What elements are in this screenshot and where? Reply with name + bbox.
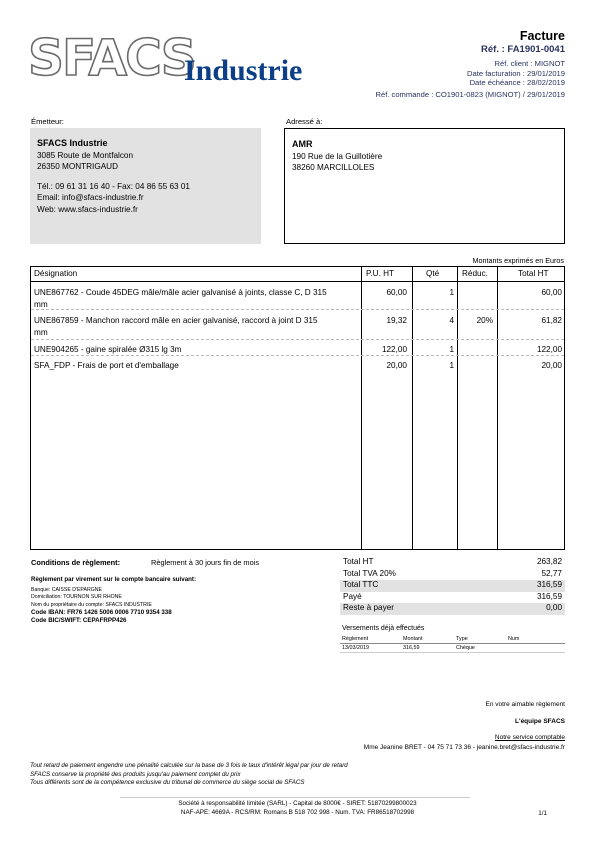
- total-value: 316,59: [536, 591, 562, 601]
- row-designation-cont: mm: [34, 299, 48, 309]
- row-qte: 1: [449, 345, 454, 354]
- logo-tagline: Industrie: [184, 54, 303, 87]
- header-total: Total HT: [518, 269, 549, 278]
- row-qte: 4: [449, 316, 454, 325]
- total-value: 52,77: [541, 568, 562, 578]
- payments-header: Type: [456, 636, 468, 642]
- row-reduc: 20%: [476, 316, 493, 325]
- row-pu: 20,00: [386, 361, 407, 370]
- destinataire-address1: 190 Rue de la Guillotière: [292, 151, 383, 161]
- date-facturation: Date facturation : 29/01/2019: [467, 69, 565, 78]
- row-designation: UNE904265 - gaine spiralée Ø315 lg 3m: [34, 345, 182, 354]
- closing-team: L'équipe SFACS: [515, 718, 565, 725]
- total-value: 316,59: [536, 580, 562, 589]
- destinataire-name: AMR: [292, 139, 313, 149]
- legal-jurisdiction: Tous différents sont de la compétence exclusive du tribunal de commerce du siège social de SFACS: [30, 779, 305, 786]
- emetteur-phone: Tél.: 09 61 31 16 40 - Fax: 04 86 55 63 01: [37, 181, 190, 191]
- destinataire-address2: 38260 MARCILLOLES: [292, 163, 375, 173]
- header-reduc: Réduc.: [462, 269, 488, 278]
- bank-domiciliation: Domiciliation: TOURNON SUR RHONE: [31, 594, 122, 601]
- payments-header: Num: [508, 636, 520, 642]
- header-pu: P.U. HT: [366, 269, 395, 278]
- total-label: Total TTC: [343, 580, 379, 589]
- row-designation-cont: mm: [34, 327, 48, 337]
- payments-title: Versements déjà effectués: [342, 625, 425, 632]
- total-row: [340, 592, 565, 604]
- row-pu: 122,00: [381, 345, 407, 354]
- total-row: [340, 580, 565, 592]
- invoice-title: Facture: [519, 29, 565, 43]
- row-qte: 1: [449, 288, 454, 297]
- payments-header: Montant: [403, 636, 423, 642]
- table-row: [34, 287, 356, 310]
- footer-registration: NAF-APE: 4669A - RCS/RM: Romans B 518 702 998 - Num. TVA: FR86518702998: [180, 809, 415, 816]
- emetteur-name: SFACS Industrie: [37, 138, 108, 148]
- date-echeance: Date échéance : 28/02/2019: [469, 78, 565, 87]
- legal-penalty: Tout retard de paiement engendre une pénalité calculée sur la base de 3 fois le taux d'intérêt légal par jour de retard: [30, 762, 348, 769]
- company-logo: [28, 30, 318, 90]
- closing-contact: Mme Jeanine BRET - 04 75 71 73 36 - jeanine.bret@sfacs-industrie.fr: [363, 744, 565, 751]
- row-total: 122,00: [536, 345, 562, 354]
- emetteur-label: Émetteur:: [31, 117, 64, 126]
- payment-amount: 316,59: [403, 645, 420, 651]
- footer-company: Société à responsabilité limitée (SARL) - Capital de 8000€ - SIRET: 51870299800023: [178, 800, 417, 807]
- emetteur-address2: 26350 MONTRIGAUD: [37, 162, 118, 172]
- destinataire-box: [284, 128, 565, 244]
- emetteur-address1: 3085 Route de Montfalcon: [37, 150, 134, 160]
- row-pu: 60,00: [386, 288, 407, 297]
- row-designation: UNE867762 - Coude 45DEG mâle/mâle acier galvanisé à joints, classe C, D 315: [34, 288, 327, 297]
- bank-iban: Code IBAN: FR76 1426 5006 0006 7710 9354 338: [31, 608, 172, 616]
- payments-header: Règlement: [342, 636, 369, 642]
- row-total: 61,82: [541, 316, 562, 325]
- conditions-value: Règlement à 30 jours fin de mois: [151, 558, 260, 567]
- total-label: Reste à payer: [343, 603, 394, 612]
- total-row: [340, 569, 565, 581]
- bank-title: Règlement par virement sur le compte bancaire suivant:: [31, 576, 197, 583]
- items-table: [30, 266, 565, 550]
- row-qte: 1: [449, 361, 454, 370]
- header-designation: Désignation: [34, 269, 78, 278]
- total-label: Total HT: [343, 557, 374, 566]
- row-total: 60,00: [541, 288, 562, 297]
- bank-details: [31, 587, 172, 625]
- row-designation: SFA_FDP - Frais de port et d'emballage: [34, 361, 179, 370]
- emetteur-email: Email: info@sfacs-industrie.fr: [37, 193, 144, 203]
- emetteur-box: [30, 128, 261, 244]
- row-designation: UNE867859 - Manchon raccord mâle en acier galvanisé, raccord à joint D 315: [34, 316, 318, 325]
- total-label: Total TVA 20%: [343, 568, 396, 578]
- bank-bic: Code BIC/SWIFT: CEPAFRPP426: [31, 617, 127, 625]
- emetteur-web: Web: www.sfacs-industrie.fr: [37, 204, 138, 214]
- logo-brand: SFACS: [28, 29, 195, 87]
- destinataire-label: Adressé à:: [286, 117, 323, 126]
- table-row: [34, 315, 356, 338]
- header-qte: Qté: [426, 269, 440, 278]
- closing-service: Notre service comptable: [494, 734, 565, 741]
- table-row: [34, 360, 356, 372]
- closing-greeting: En votre aimable règlement: [485, 701, 565, 708]
- legal-ownership: SFACS conserve la propriété des produits jusqu'au paiement complet du prix: [30, 770, 241, 778]
- total-row: [340, 557, 565, 569]
- client-ref: Réf. client : MIGNOT: [494, 59, 565, 68]
- table-row: [34, 344, 356, 356]
- order-ref: Réf. commande : CO1901-0823 (MIGNOT) / 29/01/2019: [375, 90, 565, 99]
- row-total: 20,00: [541, 361, 562, 370]
- bank-owner: Nom du propriétaire du compte: SFACS INDUSTRIE: [31, 601, 152, 608]
- page-number: 1/1: [538, 810, 547, 817]
- conditions-label: Conditions de règlement:: [31, 558, 121, 567]
- payment-date: 13/03/2019: [342, 645, 369, 651]
- invoice-ref: Réf. : FA1901-0041: [481, 44, 565, 55]
- currency-note: Montants exprimés en Euros: [472, 256, 564, 265]
- row-pu: 19,32: [386, 316, 407, 325]
- payment-type: Chèque: [456, 645, 475, 651]
- total-row: [340, 603, 565, 615]
- total-value: 263,82: [536, 557, 562, 566]
- bank-name: Banque: CAISSE D'EPARGNE: [31, 587, 102, 593]
- total-value: 0,00: [546, 603, 562, 612]
- total-label: Payé: [343, 591, 362, 601]
